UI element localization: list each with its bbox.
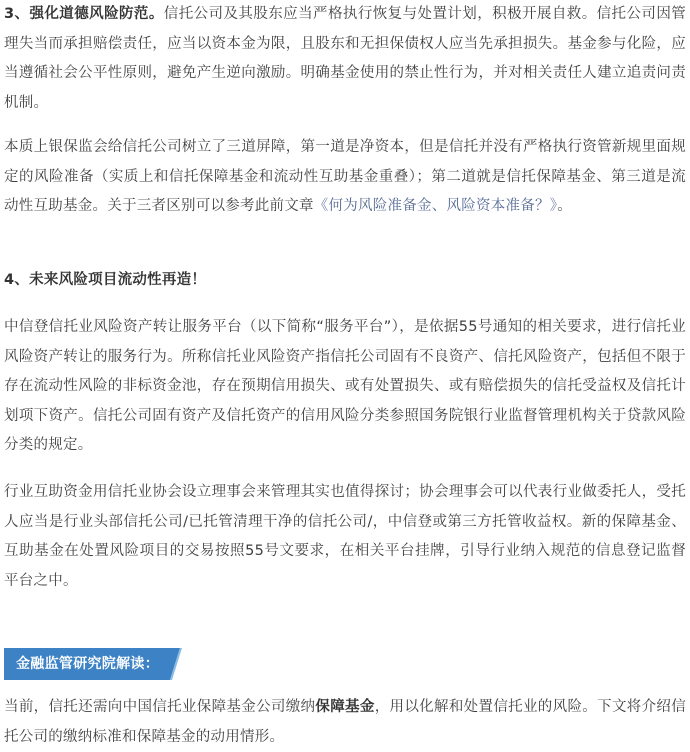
paragraph-text: 本质上银保监会给信托公司树立了三道屏障，第一道是净资本，但是信托并没有严格执行资管新规里面规定的风险准备（实质上和信托保障基金和流动性互助基金重叠）；第二道就是信托保障基金、第三道是流动性互助基金。关于三者区别可以参考此前文章 [4, 139, 686, 214]
paragraph-current-guarantee [4, 693, 686, 752]
paragraph-risk-asset-platform [4, 313, 686, 461]
paragraph-section-4 [4, 266, 686, 296]
paragraph-moral-hazard [4, 0, 686, 118]
paragraph-tail: 。 [557, 198, 572, 214]
paragraph-text: ，用以化解和处置信托业的风险。下文将介绍信托公司的缴纳标准和保障基金的动用情形。 [4, 699, 687, 745]
section-banner [4, 648, 182, 680]
section-heading-3: 3、强化道德风险防范。 [4, 6, 164, 22]
paragraph-text: 中信登信托业风险资产转让服务平台（以下简称“服务平台”），是依据55号通知的相关要求，进行信托业风险资产转让的服务行为。所称信托业风险资产指信托公司固有不良资产、信托风险资产，包括但不限于存在流动性风险的非标资金池，存在预期信用损失、或有处置损失、或有赔偿损失的信托受益权及信托计划项下资产。信托公司固有资产及信托资产的信用风险分类参照国务院银行业监督管理机构关于贷款风险分类的规定。 [4, 319, 686, 453]
bold-term: 保障基金 [315, 699, 375, 715]
paragraph-mutual-fund [4, 478, 686, 596]
paragraph-three-barriers [4, 133, 686, 222]
banner-label: 金融监管研究院解读： [16, 656, 159, 672]
article-link[interactable]: 《何为风险准备金、风险资本准备？》 [313, 198, 558, 214]
paragraph-text: 当前，信托还需向中国信托业保障基金公司缴纳 [4, 699, 316, 715]
section-heading-4: 4、未来风险项目流动性再造！ [4, 272, 207, 288]
paragraph-text: 信托公司及其股东应当严格执行恢复与处置计划，积极开展自救。信托公司因管理失当而承担赔偿责任，应当以资本金为限，且股东和无担保债权人应当先承担损失。基金参与化险，应当遵循社会公平性原则，避免产生逆向激励。明确基金使用的禁止性行为，并对相关责任人建立追责问责机制。 [4, 6, 687, 111]
paragraph-text: 行业互助资金用信托业协会设立理事会来管理其实也值得探讨；协会理事会可以代表行业做委托人，受托人应当是行业头部信托公司/已托管清理干净的信托公司/，中信登或第三方托管收益权。新的保障基金、互助基金在处置风险项目的交易按照55号文要求，在相关平台挂牌，引导行业纳入规范的信息登记监督平台之中。 [4, 484, 686, 589]
